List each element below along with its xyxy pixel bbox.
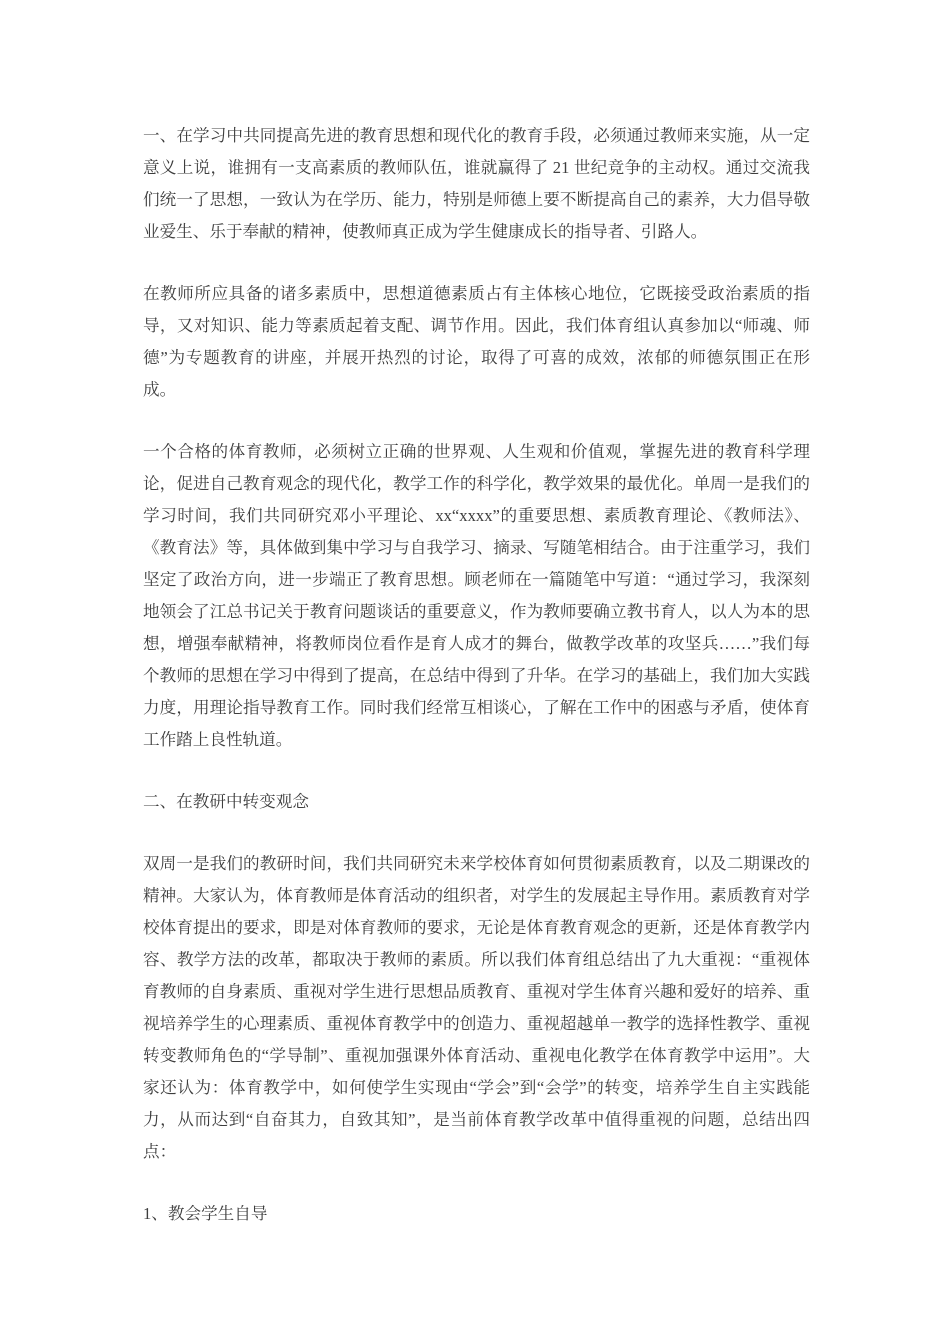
- paragraph-3-qualified-pe-teacher: 一个合格的体育教师，必须树立正确的世界观、人生观和价值观，掌握先进的教育科学理论，促进自己教育观念的现代化，教学工作的科学化，教学效果的最优化。单周一是我们的学习时间，我们共同研究邓小平理论、xx“xxxx”的重要思想、素质教育理论、《教师法》、《教育法》等，具体做到集中学习与自我学习、摘录、写随笔相结合。由于注重学习，我们坚定了政治方向，进一步端正了教育思想。顾老师在一篇随笔中写道：“通过学习，我深刻地领会了江总书记关于教育问题谈话的重要意义，作为教师要确立教书育人，以人为本的思想，增强奉献精神，将教师岗位看作是育人成才的舞台，做教学改革的攻坚兵……”我们每个教师的思想在学习中得到了提高，在总结中得到了升华。在学习的基础上，我们加大实践力度，用理论指导教育工作。同时我们经常互相谈心，了解在工作中的困惑与矛盾，使体育工作踏上良性轨道。: [143, 442, 810, 749]
- list-item-1-heading: 1、教会学生自导: [143, 1204, 268, 1223]
- document-body: [143, 120, 810, 1260]
- paragraph-1-teacher-quality: 一、在学习中共同提高先进的教育思想和现代化的教育手段，必须通过教师来实施，从一定意义上说，谁拥有一支高素质的教师队伍，谁就赢得了 21 世纪竞争的主动权。通过交流我们统一了思想，一致认为在学历、能力，特别是师德上要不断提高自己的素养，大力倡导敬业爱生、乐于奉献的精神，使教师真正成为学生健康成长的指导者、引路人。: [143, 126, 810, 241]
- paragraph-2-moral-quality: 在教师所应具备的诸多素质中，思想道德素质占有主体核心地位，它既接受政治素质的指导，又对知识、能力等素质起着支配、调节作用。因此，我们体育组认真参加以“师魂、师德”为专题教育的讲座，并展开热烈的讨论，取得了可喜的成效，浓郁的师德氛围正在形成。: [143, 284, 810, 399]
- section-heading-2: 二、在教研中转变观念: [143, 792, 309, 811]
- paragraph-4-teaching-research: 双周一是我们的教研时间，我们共同研究未来学校体育如何贯彻素质教育，以及二期课改的精神。大家认为，体育教师是体育活动的组织者，对学生的发展起主导作用。素质教育对学校体育提出的要求，即是对体育教师的要求，无论是体育教育观念的更新，还是体育教学内容、教学方法的改革，都取决于教师的素质。所以我们体育组总结出了九大重视：“重视体育教师的自身素质、重视对学生进行思想品质教育、重视对学生体育兴趣和爱好的培养、重视培养学生的心理素质、重视体育教学中的创造力、重视超越单一教学的选择性教学、重视转变教师角色的“学导制”、重视加强课外体育活动、重视电化教学在体育教学中运用”。大家还认为：体育教学中，如何使学生实现由“学会”到“会学”的转变，培养学生自主实践能力，从而达到“自奋其力，自致其知”，是当前体育教学改革中值得重视的问题，总结出四点：: [143, 854, 810, 1161]
